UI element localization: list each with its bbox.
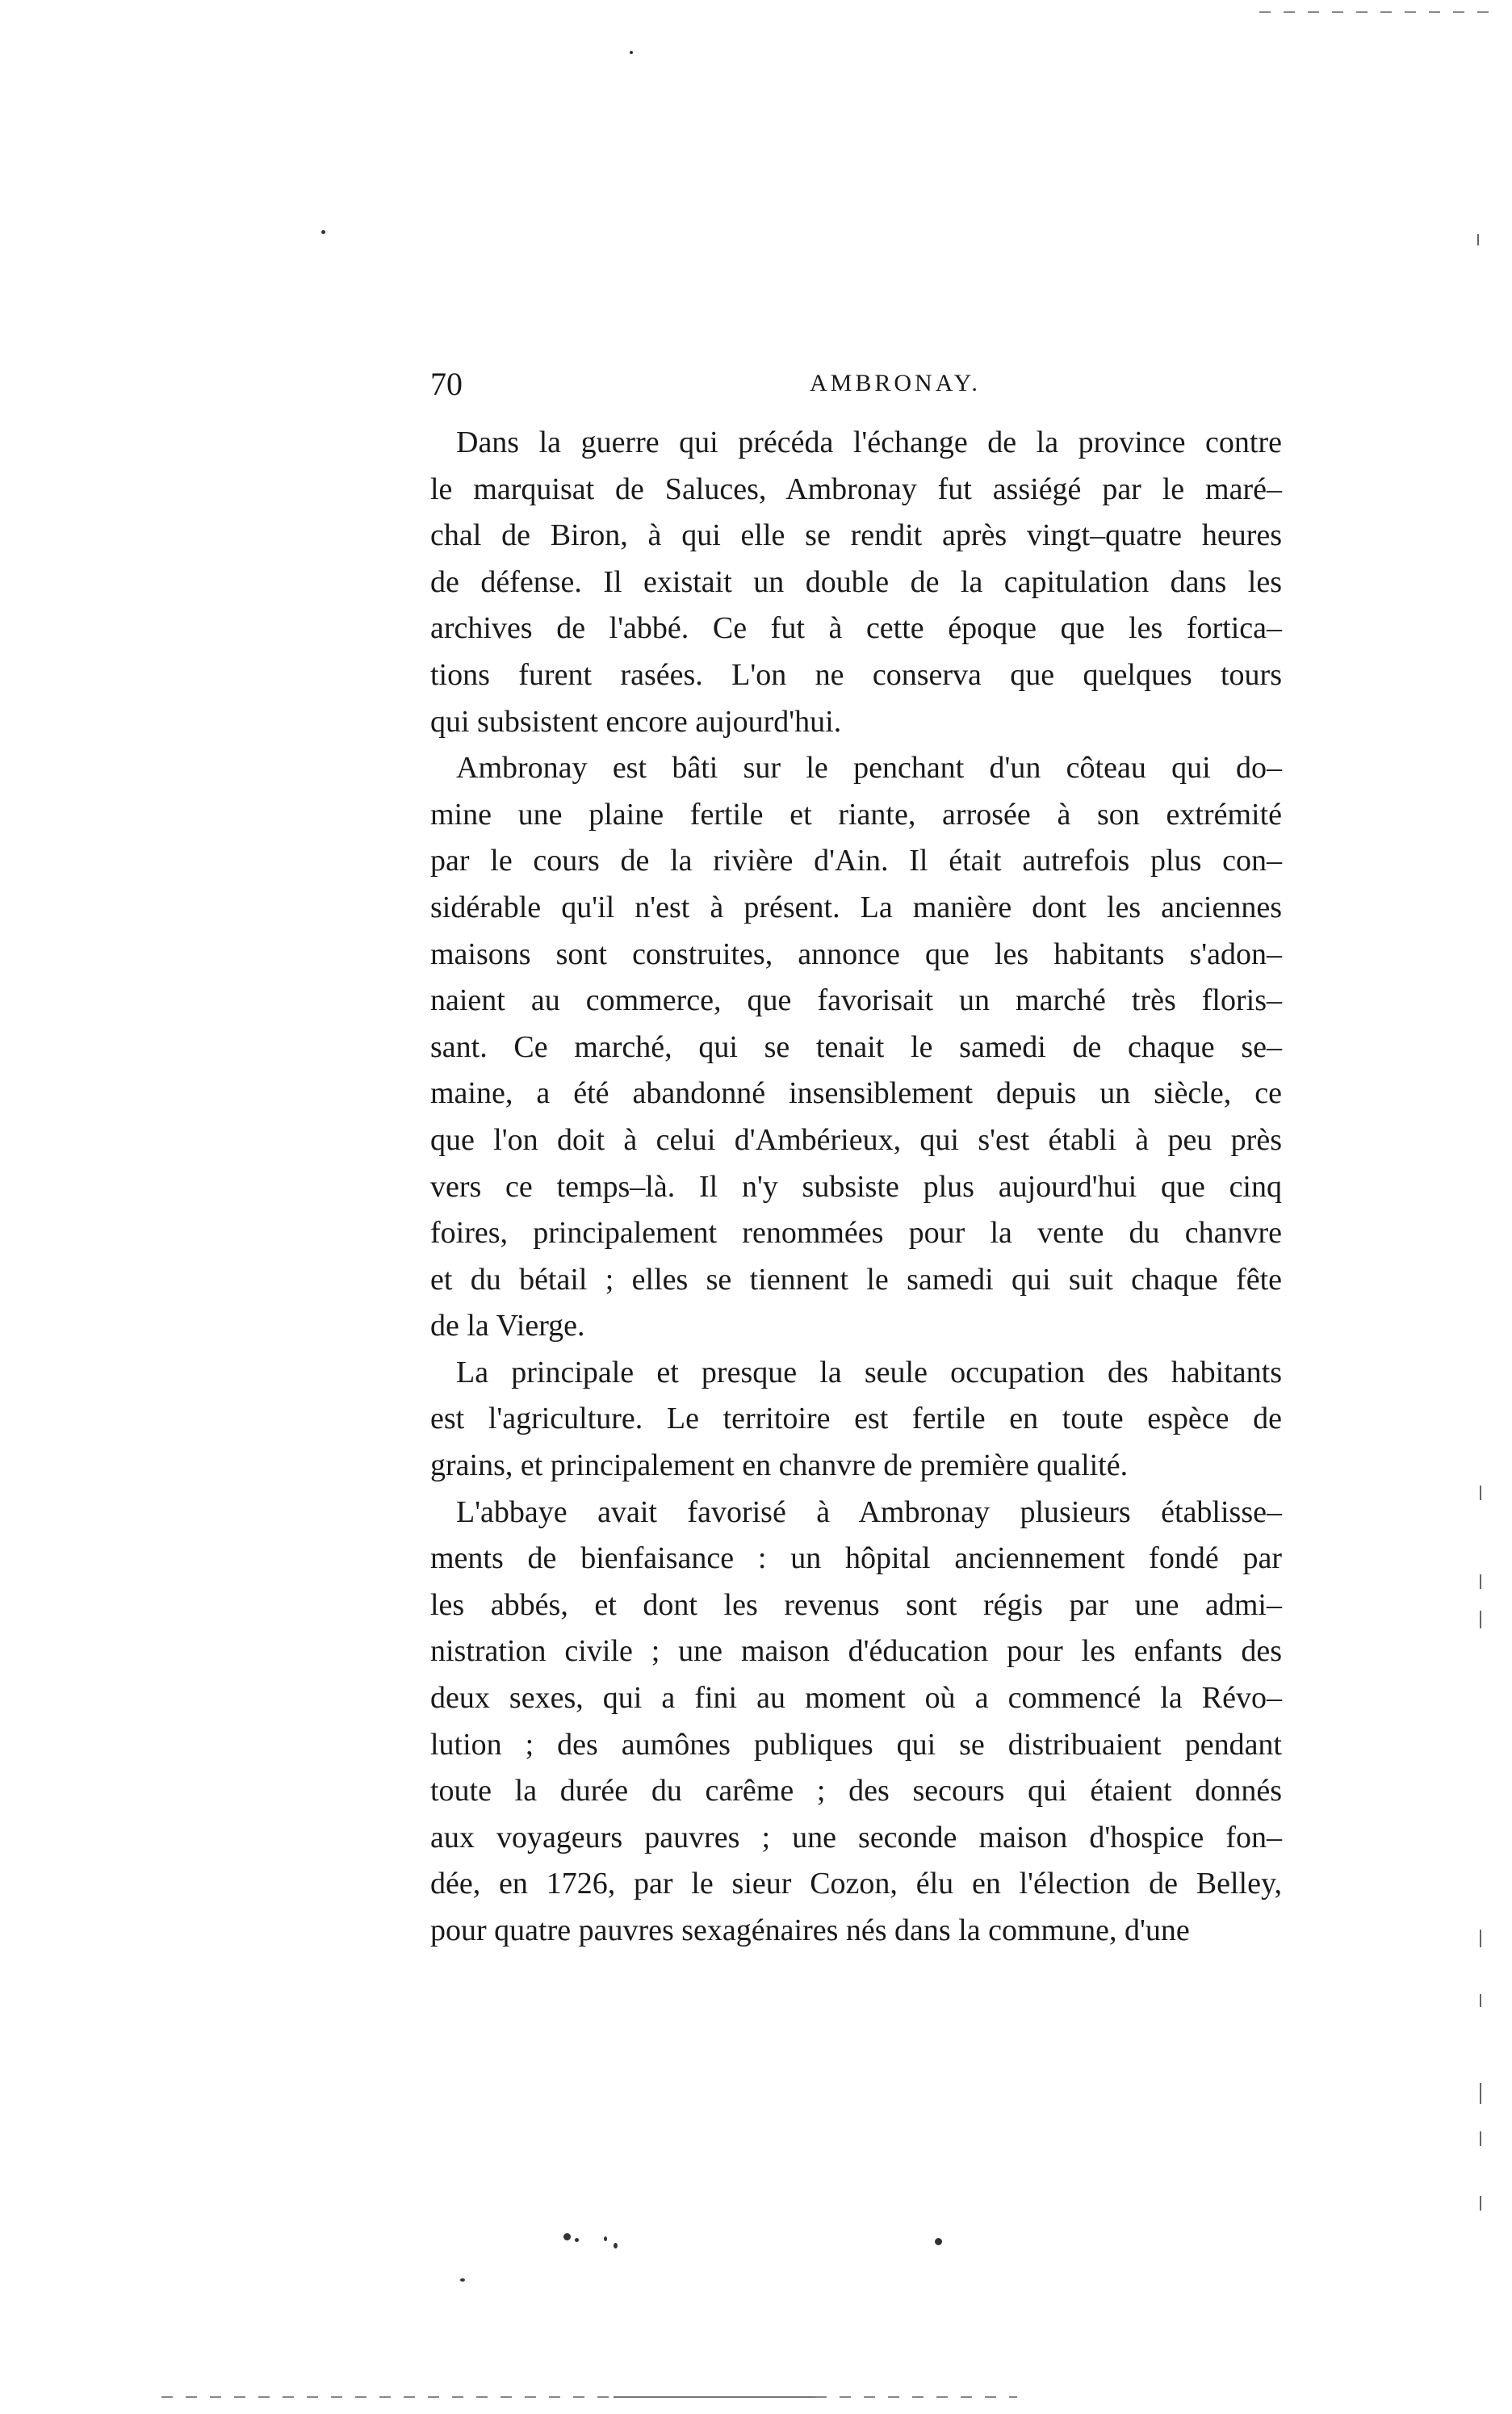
text-line: Dans la guerre qui précéda l'échange de la province contre [456,425,1282,459]
text-line: archives de l'abbé. Ce fut à cette époque que les fortica– [430,611,1282,646]
text-line: deux sexes, qui a fini au moment où a commencé la Révo– [430,1681,1282,1716]
scan-speck [935,2238,942,2245]
scan-mark [1480,1994,1481,2007]
text-line: chal de Biron, à qui elle se rendit après vingt–quatre heures [430,518,1282,553]
text-line: que l'on doit à celui d'Ambérieux, qui s'est établi à peu près [430,1122,1282,1157]
text-line: sant. Ce marché, qui se tenait le samedi de chaque se– [430,1029,1282,1064]
text-line: et du bétail ; elles se tiennent le samedi qui suit chaque fête [430,1262,1282,1297]
scan-mark [1477,234,1479,245]
page-header [430,365,1282,413]
scan-speck [575,2238,579,2242]
text-line: qui subsistent encore aujourd'hui. [430,704,842,739]
paragraph [430,420,1282,745]
scan-edge-line [161,2396,614,2398]
running-title: AMBRONAY. [810,370,981,396]
text-line: vers ce temps–là. Il n'y subsiste plus aujourd'hui que cinq [430,1169,1282,1204]
paragraph [430,745,1282,1350]
text-line: dée, en 1726, par le sieur Cozon, élu en l'élection de Belley, [430,1867,1282,1901]
text-line: maine, a été abandonné insensiblement depuis un siècle, ce [430,1076,1282,1111]
scan-speck [460,2278,465,2282]
scan-mark [1480,2196,1481,2211]
scan-speck [563,2233,571,2240]
text-line: L'abbaye avait favorisé à Ambronay plusieurs établisse– [456,1494,1282,1529]
text-line: les abbés, et dont les revenus sont régis par une admi– [430,1587,1282,1622]
text-line: Ambronay est bâti sur le penchant d'un côteau qui do– [456,751,1282,786]
text-line: toute la durée du carême ; des secours qui étaient donnés [430,1774,1282,1808]
paragraph [430,1350,1282,1490]
scan-speck [630,51,633,54]
scan-speck [614,2243,618,2248]
scan-edge-line [614,2396,815,2398]
text-line: de défense. Il existait un double de la capitulation dans les [430,564,1282,599]
scan-mark [1480,2131,1481,2146]
text-line: pour quatre pauvres sexagénaires nés dans la commune, d'une [430,1913,1190,1947]
scan-speck [604,2236,607,2241]
body-text [430,420,1282,1955]
scan-mark [1480,1930,1481,1947]
scan-speck [321,230,325,234]
scan-mark [1480,1574,1481,1589]
text-line: sidérable qu'il n'est à présent. La manière dont les anciennes [430,890,1282,924]
text-line: nistration civile ; une maison d'éducation pour les enfants des [430,1634,1282,1669]
scan-mark [1480,1611,1481,1628]
text-line: mine une plaine fertile et riante, arrosée à son extrémité [430,797,1282,832]
text-line: maisons sont construites, annonce que les habitants s'adon– [430,937,1282,971]
scan-mark [1480,2083,1481,2104]
text-line: tions furent rasées. L'on ne conserva que quelques tours [430,657,1282,692]
text-line: le marquisat de Saluces, Ambronay fut assiégé par le maré– [430,471,1282,506]
scan-edge-line [815,2396,1017,2398]
page-number: 70 [430,366,463,402]
text-line: ments de bienfaisance : un hôpital anciennement fondé par [430,1541,1282,1576]
scan-mark [1480,1486,1481,1500]
text-line: foires, principalement renommées pour la vente du chanvre [430,1216,1282,1251]
text-line: lution ; des aumônes publiques qui se distribuaient pendant [430,1727,1282,1762]
paragraph [430,1490,1282,1955]
text-line: par le cours de la rivière d'Ain. Il était autrefois plus con– [430,844,1282,878]
text-line: grains, et principalement en chanvre de première qualité. [430,1448,1129,1483]
scan-edge-line [1259,11,1502,13]
text-line: La principale et presque la seule occupation des habitants [456,1355,1282,1389]
text-line: naient au commerce, que favorisait un marché très floris– [430,983,1282,1018]
text-line: est l'agriculture. Le territoire est fertile en toute espèce de [430,1402,1282,1436]
text-line: aux voyageurs pauvres ; une seconde maison d'hospice fon– [430,1820,1282,1855]
text-line: de la Vierge. [430,1309,585,1343]
